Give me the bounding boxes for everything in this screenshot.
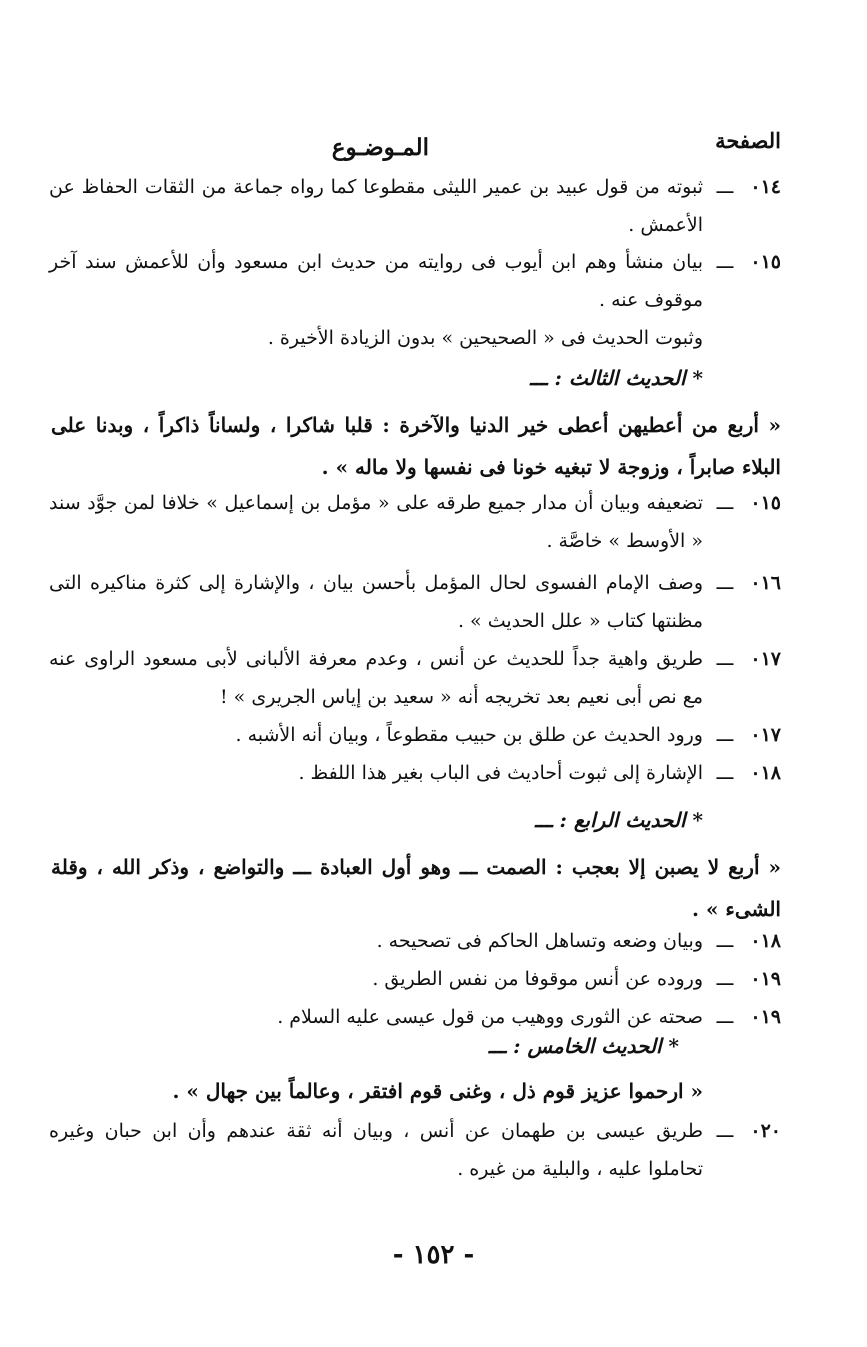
entry-page-number: ٠١٧ bbox=[750, 724, 781, 746]
entry-dash: ـــ bbox=[716, 724, 734, 746]
index-entry bbox=[49, 243, 781, 319]
entry-page-number: ٠١٧ bbox=[750, 648, 781, 670]
entry-page-number: ٠١٩ bbox=[750, 968, 781, 990]
index-entry bbox=[49, 716, 781, 754]
index-entry bbox=[49, 564, 781, 640]
note-line: وثبوت الحديث فى « الصحيحين » بدون الزيادة الأخيرة . bbox=[267, 327, 703, 349]
entry-dash: ـــ bbox=[716, 968, 734, 990]
index-entry bbox=[49, 484, 781, 560]
index-entry bbox=[49, 1112, 781, 1188]
hadith-heading: * الحديث الخامس : ـــ bbox=[488, 1034, 679, 1058]
entry-page-number: ٠١٩ bbox=[750, 1006, 781, 1028]
entry-text: ثبوته من قول عبيد بن عمير الليثى مقطوعا كما رواه جماعة من الثقات الحفاظ عن الأعمش . bbox=[49, 176, 703, 236]
entry-dash: ـــ bbox=[716, 251, 734, 273]
entry-text: الإشارة إلى ثبوت أحاديث فى الباب بغير هذا اللفظ . bbox=[298, 762, 703, 784]
entry-text: وبيان وضعه وتساهل الحاكم فى تصحيحه . bbox=[376, 930, 703, 952]
entry-dash: ـــ bbox=[716, 930, 734, 952]
index-entry bbox=[49, 922, 781, 960]
entry-dash: ـــ bbox=[716, 492, 734, 514]
entry-page-number: ٠١٥ bbox=[750, 251, 781, 273]
entry-dash: ـــ bbox=[716, 1120, 734, 1142]
entry-text: صحته عن الثورى ووهيب من قول عيسى عليه السلام . bbox=[277, 1006, 703, 1028]
entry-dash: ـــ bbox=[716, 762, 734, 784]
entry-text: تضعيفه وبيان أن مدار جميع طرقه على « مؤمل بن إسماعيل » خلافا لمن جوَّد سند « الأوسط » خاصَّة . bbox=[49, 492, 703, 552]
index-entry bbox=[49, 168, 781, 244]
entry-page-number: ٠١٨ bbox=[750, 762, 781, 784]
entry-dash: ـــ bbox=[716, 176, 734, 198]
entry-page-number: ٠١٨ bbox=[750, 930, 781, 952]
entry-page-number: ٠١٤ bbox=[750, 176, 781, 198]
entry-text: وروده عن أنس موقوفا من نفس الطريق . bbox=[372, 968, 703, 990]
entry-text: طريق عيسى بن طهمان عن أنس ، وبيان أنه ثقة عندهم وأن ابن حبان وغيره تحاملوا عليه ، والبلية من غيره . bbox=[49, 1120, 703, 1180]
entry-page-number: ٠٢٠ bbox=[750, 1120, 781, 1142]
entry-page-number: ٠١٥ bbox=[750, 492, 781, 514]
page-number: - ١٥٢ - bbox=[392, 1240, 475, 1270]
entry-dash: ـــ bbox=[716, 1006, 734, 1028]
entry-text: ورود الحديث عن طلق بن حبيب مقطوعاً ، وبيان أنه الأشبه . bbox=[235, 724, 703, 746]
entry-text: وصف الإمام الفسوى لحال المؤمل بأحسن بيان ، والإشارة إلى كثرة مناكيره التى مظنتها كتاب « علل الحديث » . bbox=[49, 572, 703, 632]
entry-page-number: ٠١٦ bbox=[750, 572, 781, 594]
index-entry bbox=[49, 998, 781, 1036]
index-entry bbox=[49, 754, 781, 792]
index-entry bbox=[49, 960, 781, 998]
entry-text: بيان منشأ وهم ابن أيوب فى روايته من حديث ابن مسعود وأن للأعمش سند آخر موقوف عنه . bbox=[49, 251, 703, 311]
entry-text: طريق واهية جداً للحديث عن أنس ، وعدم معرفة الألبانى لأبى مسعود الراوى عنه مع نص أبى نعيم بعد تخريجه أنه « سعيد بن إياس الجريرى » ! bbox=[49, 648, 703, 708]
hadith-heading: * الحديث الثالث : ـــ bbox=[529, 366, 703, 390]
hadith-text: « أربع من أعطيهن أعطى خير الدنيا والآخرة : قلبا شاكرا ، ولساناً ذاكراً ، وبدنا على البلاء صابراً ، وزوجة لا تبغيه خونا فى نفسها ولا ماله » . bbox=[51, 413, 781, 479]
hadith-text: « ارحموا عزيز قوم ذل ، وغنى قوم افتقر ، وعالماً بين جهال » . bbox=[172, 1079, 703, 1103]
column-header-topic: المـوضـوع bbox=[331, 134, 429, 161]
column-header-page: الصفحة bbox=[715, 128, 781, 153]
index-entry bbox=[49, 640, 781, 716]
entry-dash: ـــ bbox=[716, 648, 734, 670]
hadith-text: « أربع لا يصبن إلا بعجب : الصمت ـــ وهو أول العبادة ـــ والتواضع ، وذكر الله ، وقلة الشىء » . bbox=[51, 855, 781, 921]
hadith-heading: * الحديث الرابع : ـــ bbox=[535, 808, 703, 832]
entry-dash: ـــ bbox=[716, 572, 734, 594]
